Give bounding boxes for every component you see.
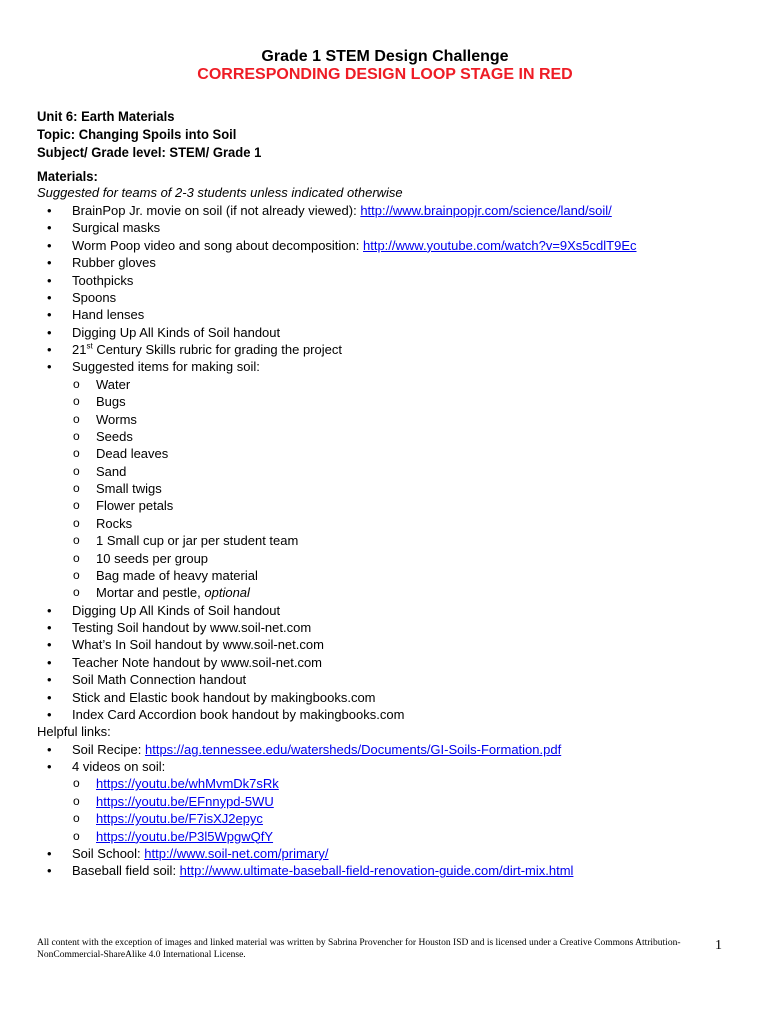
item-text: 1 Small cup or jar per student team bbox=[96, 533, 299, 549]
bullet: • bbox=[47, 342, 52, 357]
item-text: Small twigs bbox=[96, 481, 162, 496]
item-text: Worm Poop video and song about decomposition: bbox=[72, 237, 363, 253]
list-item bbox=[37, 689, 737, 706]
item-text: Digging Up All Kinds of Soil handout bbox=[72, 324, 281, 340]
helpful-links-heading: Helpful links: bbox=[37, 724, 111, 740]
suggested-note: Suggested for teams of 2-3 students unless indicated otherwise bbox=[37, 185, 403, 200]
item-text: Soil Recipe: bbox=[72, 741, 145, 757]
materials-heading: Materials: bbox=[37, 168, 98, 184]
sub-list-item bbox=[37, 515, 737, 532]
sub-bullet: o bbox=[73, 793, 80, 808]
item-text: Bugs bbox=[96, 394, 126, 410]
bullet: • bbox=[47, 255, 52, 271]
item-text: Toothpicks bbox=[72, 272, 134, 288]
video-link-3[interactable]: https://youtu.be/F7isXJ2epyc bbox=[96, 811, 263, 827]
item-text: Surgical masks bbox=[72, 220, 161, 236]
bullet: • bbox=[47, 307, 52, 323]
sub-list-item bbox=[37, 393, 737, 410]
sub-bullet: o bbox=[73, 463, 80, 478]
sub-list-item bbox=[37, 550, 737, 567]
list-item bbox=[37, 358, 737, 375]
page-subtitle: CORRESPONDING DESIGN LOOP STAGE IN RED bbox=[197, 66, 573, 83]
list-item bbox=[37, 636, 737, 653]
list-item bbox=[37, 202, 737, 219]
item-text: Century Skills rubric for grading the project bbox=[92, 342, 342, 357]
item-text: 10 seeds per group bbox=[96, 550, 209, 566]
item-text: Worms bbox=[96, 411, 137, 427]
bullet: • bbox=[47, 237, 52, 253]
video-link-1[interactable]: https://youtu.be/whMvmDk7sRk bbox=[96, 776, 279, 792]
bullet: • bbox=[47, 289, 52, 305]
list-item bbox=[37, 602, 737, 619]
list-item bbox=[37, 237, 737, 254]
bullet: • bbox=[47, 863, 52, 879]
list-item bbox=[37, 845, 737, 862]
sub-bullet: o bbox=[73, 411, 80, 426]
page-title: Grade 1 STEM Design Challenge bbox=[261, 48, 509, 65]
item-text: Baseball field soil: bbox=[72, 863, 180, 879]
list-item bbox=[37, 619, 737, 636]
unit-line: Unit 6: Earth Materials bbox=[37, 108, 175, 124]
bullet: • bbox=[47, 741, 52, 757]
list-item bbox=[37, 254, 737, 271]
sub-list-item bbox=[37, 497, 737, 514]
item-text: Seeds bbox=[96, 428, 133, 444]
sub-bullet: o bbox=[73, 481, 80, 495]
subject-line: Subject/ Grade level: STEM/ Grade 1 bbox=[37, 144, 262, 160]
sub-list-item bbox=[37, 411, 737, 428]
bullet: • bbox=[47, 845, 52, 861]
list-item bbox=[37, 706, 737, 723]
soil-school-link[interactable]: http://www.soil-net.com/primary/ bbox=[144, 845, 329, 861]
list-item bbox=[37, 306, 737, 323]
sub-bullet: o bbox=[73, 828, 80, 843]
bullet: • bbox=[47, 359, 52, 375]
list-item bbox=[37, 654, 737, 671]
item-text: Dead leaves bbox=[96, 446, 169, 462]
list-item bbox=[37, 289, 737, 306]
sub-bullet: o bbox=[73, 515, 80, 530]
soil-recipe-link[interactable]: https://ag.tennessee.edu/watersheds/Documents/GI-Soils-Formation.pdf bbox=[144, 741, 562, 757]
item-text: BrainPop Jr. movie on soil (if not already viewed): bbox=[72, 203, 361, 218]
item-text: Hand lenses bbox=[72, 307, 145, 323]
bullet: • bbox=[47, 706, 52, 722]
item-text: Rubber gloves bbox=[72, 255, 156, 271]
item-text: Soil School: bbox=[72, 845, 145, 861]
item-text: Rocks bbox=[96, 515, 133, 531]
item-text: Spoons bbox=[72, 289, 117, 305]
materials-list bbox=[37, 202, 737, 880]
sub-list-item bbox=[37, 775, 737, 792]
page-number: 1 bbox=[715, 938, 722, 953]
sub-list-item bbox=[37, 793, 737, 810]
skills-number: 21 bbox=[72, 342, 87, 357]
topic-line: Topic: Changing Spoils into Soil bbox=[37, 126, 237, 142]
list-item bbox=[37, 671, 737, 688]
optional-label: optional bbox=[204, 585, 250, 601]
worm-video-link[interactable]: http://www.youtube.com/watch?v=9Xs5cdlT9Ec bbox=[363, 237, 637, 253]
skills-suffix: st bbox=[86, 341, 93, 351]
sub-list-item bbox=[37, 428, 737, 445]
sub-bullet: o bbox=[73, 428, 80, 443]
brainpop-link[interactable]: http://www.brainpopjr.com/science/land/soil/ bbox=[360, 203, 612, 218]
helpful-links-heading-row bbox=[37, 723, 737, 740]
baseball-soil-link[interactable]: http://www.ultimate-baseball-field-renovation-guide.com/dirt-mix.html bbox=[179, 863, 574, 879]
item-text: Index Card Accordion book handout by makingbooks.com bbox=[72, 706, 405, 722]
item-text: Testing Soil handout by www.soil-net.com bbox=[72, 620, 312, 635]
sub-bullet: o bbox=[73, 533, 80, 548]
sub-bullet: o bbox=[73, 550, 80, 565]
item-text: 4 videos on soil: bbox=[72, 759, 166, 774]
list-item bbox=[37, 862, 737, 879]
bullet: • bbox=[47, 324, 52, 340]
bullet: • bbox=[47, 759, 52, 774]
sub-bullet: o bbox=[73, 446, 80, 461]
bullet: • bbox=[47, 637, 52, 653]
item-text: Soil Math Connection handout bbox=[72, 672, 247, 688]
item-text: Mortar and pestle, bbox=[96, 585, 205, 601]
sub-bullet: o bbox=[73, 776, 80, 791]
list-item bbox=[37, 758, 737, 775]
sub-list-item bbox=[37, 445, 737, 462]
license-footer: All content with the exception of images and linked material was written by Sabrina Provencher for Houston ISD and is licensed under a Creative Commons Attribution-NonCommercial-ShareAlike 4.0 International License. bbox=[37, 938, 681, 960]
sub-list-item bbox=[37, 584, 737, 601]
list-item bbox=[37, 741, 737, 758]
sub-list-item bbox=[37, 376, 737, 393]
sub-list-item bbox=[37, 532, 737, 549]
bullet: • bbox=[47, 620, 52, 635]
item-text: Water bbox=[96, 376, 131, 392]
bullet: • bbox=[47, 203, 52, 218]
sub-list-item bbox=[37, 567, 737, 584]
list-item bbox=[37, 341, 737, 358]
sub-bullet: o bbox=[73, 498, 80, 513]
video-link-2[interactable]: https://youtu.be/EFnnypd-5WU bbox=[96, 793, 274, 809]
bullet: • bbox=[47, 654, 52, 670]
item-text: Stick and Elastic book handout by makingbooks.com bbox=[72, 689, 376, 705]
sub-bullet: o bbox=[73, 394, 80, 409]
sub-bullet: o bbox=[73, 585, 80, 600]
sub-list-item bbox=[37, 828, 737, 845]
item-text: Flower petals bbox=[96, 498, 174, 514]
bullet: • bbox=[47, 689, 52, 705]
item-text: Digging Up All Kinds of Soil handout bbox=[72, 602, 281, 618]
bullet: • bbox=[47, 272, 52, 288]
item-text: Teacher Note handout by www.soil-net.com bbox=[72, 654, 323, 670]
sub-list-item bbox=[37, 480, 737, 497]
sub-list-item bbox=[37, 810, 737, 827]
bullet: • bbox=[47, 220, 52, 236]
bullet: • bbox=[47, 672, 52, 688]
list-item bbox=[37, 219, 737, 236]
item-text: Suggested items for making soil: bbox=[72, 359, 260, 375]
sub-list-item bbox=[37, 463, 737, 480]
sub-bullet: o bbox=[73, 567, 80, 582]
video-link-4[interactable]: https://youtu.be/P3l5WpgwQfY bbox=[96, 828, 274, 844]
bullet: • bbox=[47, 602, 52, 618]
list-item bbox=[37, 324, 737, 341]
sub-bullet: o bbox=[73, 811, 80, 826]
item-text: Sand bbox=[96, 463, 127, 479]
list-item bbox=[37, 272, 737, 289]
item-text: Bag made of heavy material bbox=[96, 567, 258, 583]
sub-bullet: o bbox=[73, 376, 80, 391]
item-text: What’s In Soil handout by www.soil-net.com bbox=[72, 637, 324, 653]
